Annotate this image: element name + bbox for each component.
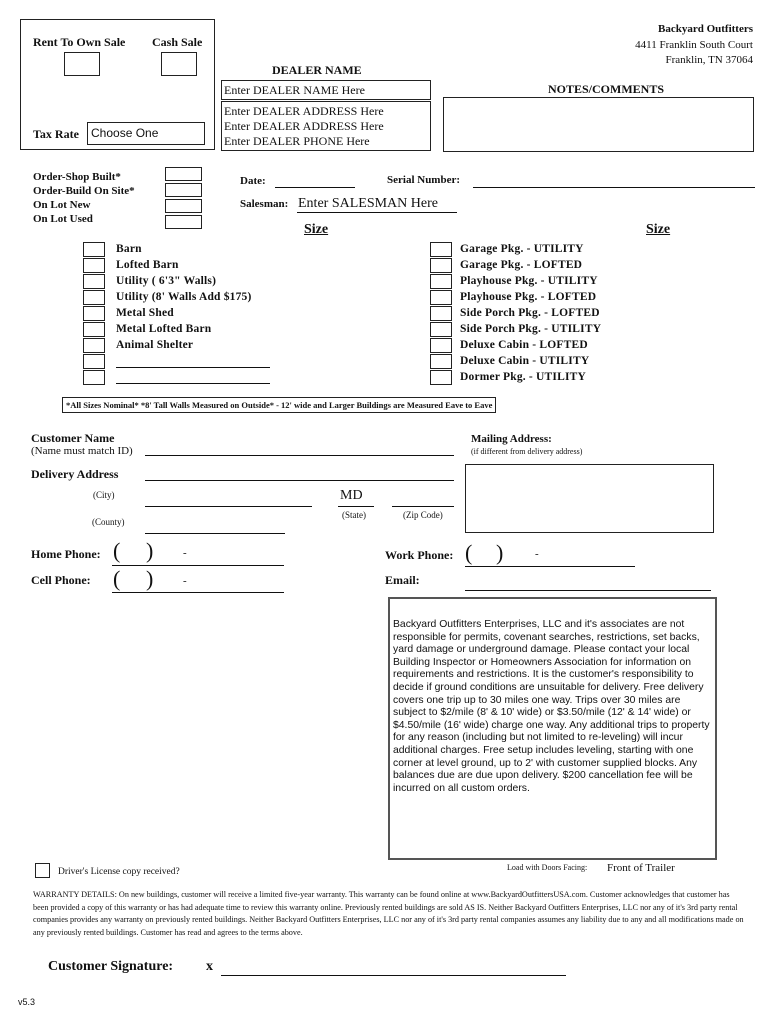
dealer-address-box[interactable]	[221, 101, 431, 151]
work-phone-label: Work Phone:	[385, 548, 454, 562]
building-right-label: Playhouse Pkg. - LOFTED	[460, 291, 597, 303]
building-right-label: Garage Pkg. - LOFTED	[460, 259, 583, 271]
county-field[interactable]	[145, 533, 285, 534]
home-phone-field[interactable]	[112, 565, 284, 566]
building-left-checkbox[interactable]	[83, 322, 105, 337]
mailing-address-label: Mailing Address:	[471, 433, 552, 445]
work-phone-paren-close: )	[496, 540, 504, 565]
building-right-checkbox[interactable]	[430, 274, 452, 289]
work-phone-paren-open: (	[465, 540, 473, 565]
cell-phone-paren-open: (	[113, 566, 121, 591]
cell-phone-paren-close: )	[146, 566, 154, 591]
drivers-license-checkbox[interactable]	[35, 863, 50, 878]
customer-name-label: Customer Name	[31, 431, 115, 445]
order-type-label: Order-Build On Site*	[33, 185, 135, 197]
city-field[interactable]	[145, 506, 312, 507]
building-left-label: Metal Shed	[116, 307, 174, 319]
building-right-checkbox[interactable]	[430, 354, 452, 369]
rent-to-own-checkbox[interactable]	[64, 52, 100, 76]
signature-field[interactable]	[221, 975, 566, 976]
date-field[interactable]	[275, 187, 355, 188]
building-left-checkbox[interactable]	[83, 354, 105, 369]
dealer-address-line1: Enter DEALER ADDRESS Here	[224, 104, 384, 118]
serial-number-label: Serial Number:	[387, 174, 461, 186]
building-left-label: Lofted Barn	[116, 259, 179, 271]
signature-x: x	[206, 959, 213, 974]
customer-name-field[interactable]	[145, 455, 454, 456]
building-left-label: Animal Shelter	[116, 339, 194, 351]
delivery-address-label: Delivery Address	[31, 467, 119, 481]
building-right-checkbox[interactable]	[430, 370, 452, 385]
building-left-checkbox[interactable]	[83, 306, 105, 321]
building-left-checkbox[interactable]	[83, 258, 105, 273]
customer-name-note: (Name must match ID)	[31, 445, 133, 457]
notes-textarea[interactable]	[443, 97, 754, 152]
county-label: (County)	[92, 517, 125, 527]
dealer-phone: Enter DEALER PHONE Here	[224, 134, 370, 148]
home-phone-paren-open: (	[113, 538, 121, 563]
building-right-checkbox[interactable]	[430, 290, 452, 305]
building-left-label: Utility (8' Walls Add $175)	[116, 291, 252, 303]
dealer-heading: DEALER NAME	[272, 63, 362, 77]
rent-to-own-label: Rent To Own Sale	[33, 35, 126, 49]
building-left-other-field[interactable]	[116, 367, 270, 368]
work-phone-field[interactable]	[465, 566, 635, 567]
date-label: Date:	[240, 175, 266, 187]
building-right-label: Dormer Pkg. - UTILITY	[460, 371, 587, 383]
notes-heading: NOTES/COMMENTS	[548, 82, 665, 96]
on-lot-new-checkbox[interactable]	[165, 199, 202, 213]
order-build-on-site-checkbox[interactable]	[165, 183, 202, 197]
building-left-label: Barn	[116, 243, 142, 255]
signature-label: Customer Signature:	[48, 959, 174, 974]
home-phone-label: Home Phone:	[31, 547, 101, 561]
disclaimer-text: Backyard Outfitters Enterprises, LLC and it's associates are not responsible for permits, covenant searches, restrictions, set backs, yard damage or underground damage. Please contact your local Building Inspector or Homeowners Association for information on requirements and restrictions. It is the customer's responsibility to decide if ground conditions are unsuitable for delivery. Free delivery covers one trip up to 30 miles one way. Trips over 30 miles are subject to $2/mile (8' & 10' wide) or $3.50/mile (12' & 14' wide) or $4.50/mile (16' wide) charge one way. Any additional trips to property for any reason (including but not limited to re-leveling) will incur additional charges. Free setup includes leveling, starting with one corner at level ground, up to 2' with customer supplied blocks. Any balances due are due upon delivery. $200 cancellation fee will be incurred on all custom orders.	[393, 619, 710, 794]
cash-sale-checkbox[interactable]	[161, 52, 197, 76]
building-right-label: Deluxe Cabin - LOFTED	[460, 339, 588, 351]
state-field[interactable]	[338, 506, 374, 507]
building-right-checkbox[interactable]	[430, 338, 452, 353]
version-label: v5.3	[18, 997, 36, 1007]
state-label: (State)	[342, 510, 366, 520]
mailing-address-note: (if different from delivery address)	[471, 447, 583, 456]
size-heading-right: Size	[646, 222, 671, 237]
company-address1: 4411 Franklin South Court	[635, 39, 753, 51]
order-shop-built-checkbox[interactable]	[165, 167, 202, 181]
building-right-checkbox[interactable]	[430, 258, 452, 273]
building-left-other-field[interactable]	[116, 383, 270, 384]
building-left-checkbox[interactable]	[83, 338, 105, 353]
tax-rate-label: Tax Rate	[33, 127, 79, 141]
zip-field[interactable]	[392, 506, 454, 507]
work-phone-dash: -	[535, 548, 539, 560]
building-left-label: Utility ( 6'3" Walls)	[116, 275, 217, 287]
order-type-list	[33, 170, 135, 226]
cell-phone-field[interactable]	[112, 592, 284, 593]
home-phone-dash: -	[183, 547, 187, 559]
doors-label: Load with Doors Facing:	[507, 863, 588, 872]
building-right-label: Garage Pkg. - UTILITY	[460, 243, 584, 255]
serial-number-field[interactable]	[473, 187, 755, 188]
dealer-address-line2: Enter DEALER ADDRESS Here	[224, 119, 384, 133]
salesman-field[interactable]: Enter SALESMAN Here	[297, 196, 457, 213]
cell-phone-label: Cell Phone:	[31, 573, 91, 587]
email-field[interactable]	[465, 590, 711, 591]
drivers-license-label: Driver's License copy received?	[58, 867, 180, 877]
doors-value[interactable]: Front of Trailer	[607, 862, 675, 874]
building-left-checkbox[interactable]	[83, 242, 105, 257]
company-name: Backyard Outfitters	[657, 23, 753, 35]
warranty-text: WARRANTY DETAILS: On new buildings, customer will receive a limited five-year warranty. This warranty can be found online at www.BackyardOutfittersUSA.com. Customer acknowledges that customer has been provided a copy of this warranty or has had adequate time to review this warranty online. Previously rented buildings are sold AS IS. Neither Backyard Outfitters Enterprises, LLC nor any of it's 3rd party rental companies provides any warranty on previously rented buildings. Neither Backyard Outfitters Enterprises, LLC nor any of it's 3rd party rental companies assumes any liability due to any and all modifications made on any previously rented buildings. Customer has read and agrees to the terms above.	[33, 890, 744, 937]
salesman-label: Salesman:	[240, 198, 289, 210]
dealer-name-field[interactable]: Enter DEALER NAME Here	[221, 80, 431, 100]
company-address2: Franklin, TN 37064	[665, 54, 753, 66]
building-right-label: Playhouse Pkg. - UTILITY	[460, 275, 598, 287]
building-right-label: Side Porch Pkg. - LOFTED	[460, 307, 600, 319]
cash-sale-label: Cash Sale	[152, 35, 203, 49]
mailing-address-textarea[interactable]	[465, 464, 714, 533]
building-right-checkbox[interactable]	[430, 242, 452, 257]
building-left-checkbox[interactable]	[83, 370, 105, 385]
zip-label: (Zip Code)	[403, 510, 443, 520]
building-left-checkbox[interactable]	[83, 274, 105, 289]
cell-phone-dash: -	[183, 575, 187, 587]
on-lot-used-checkbox[interactable]	[165, 215, 202, 229]
email-label: Email:	[385, 573, 420, 587]
building-right-label: Side Porch Pkg. - UTILITY	[460, 323, 602, 335]
building-left-label: Metal Lofted Barn	[116, 323, 212, 335]
delivery-address-field[interactable]	[145, 480, 454, 481]
size-heading-left: Size	[304, 222, 329, 237]
order-type-label: On Lot Used	[33, 213, 93, 225]
order-type-label: Order-Shop Built*	[33, 171, 121, 183]
sizes-note: *All Sizes Nominal* *8' Tall Walls Measured on Outside* - 12' wide and Larger Buildings are Measured Eave to Eave	[62, 397, 496, 413]
building-right-checkbox[interactable]	[430, 322, 452, 337]
home-phone-paren-close: )	[146, 538, 154, 563]
state-value[interactable]: MD	[340, 488, 363, 503]
building-left-checkbox[interactable]	[83, 290, 105, 305]
city-label: (City)	[93, 490, 115, 500]
building-right-checkbox[interactable]	[430, 306, 452, 321]
building-right-label: Deluxe Cabin - UTILITY	[460, 355, 590, 367]
order-type-label: On Lot New	[33, 199, 91, 211]
tax-rate-select[interactable]: Choose One	[87, 122, 205, 145]
